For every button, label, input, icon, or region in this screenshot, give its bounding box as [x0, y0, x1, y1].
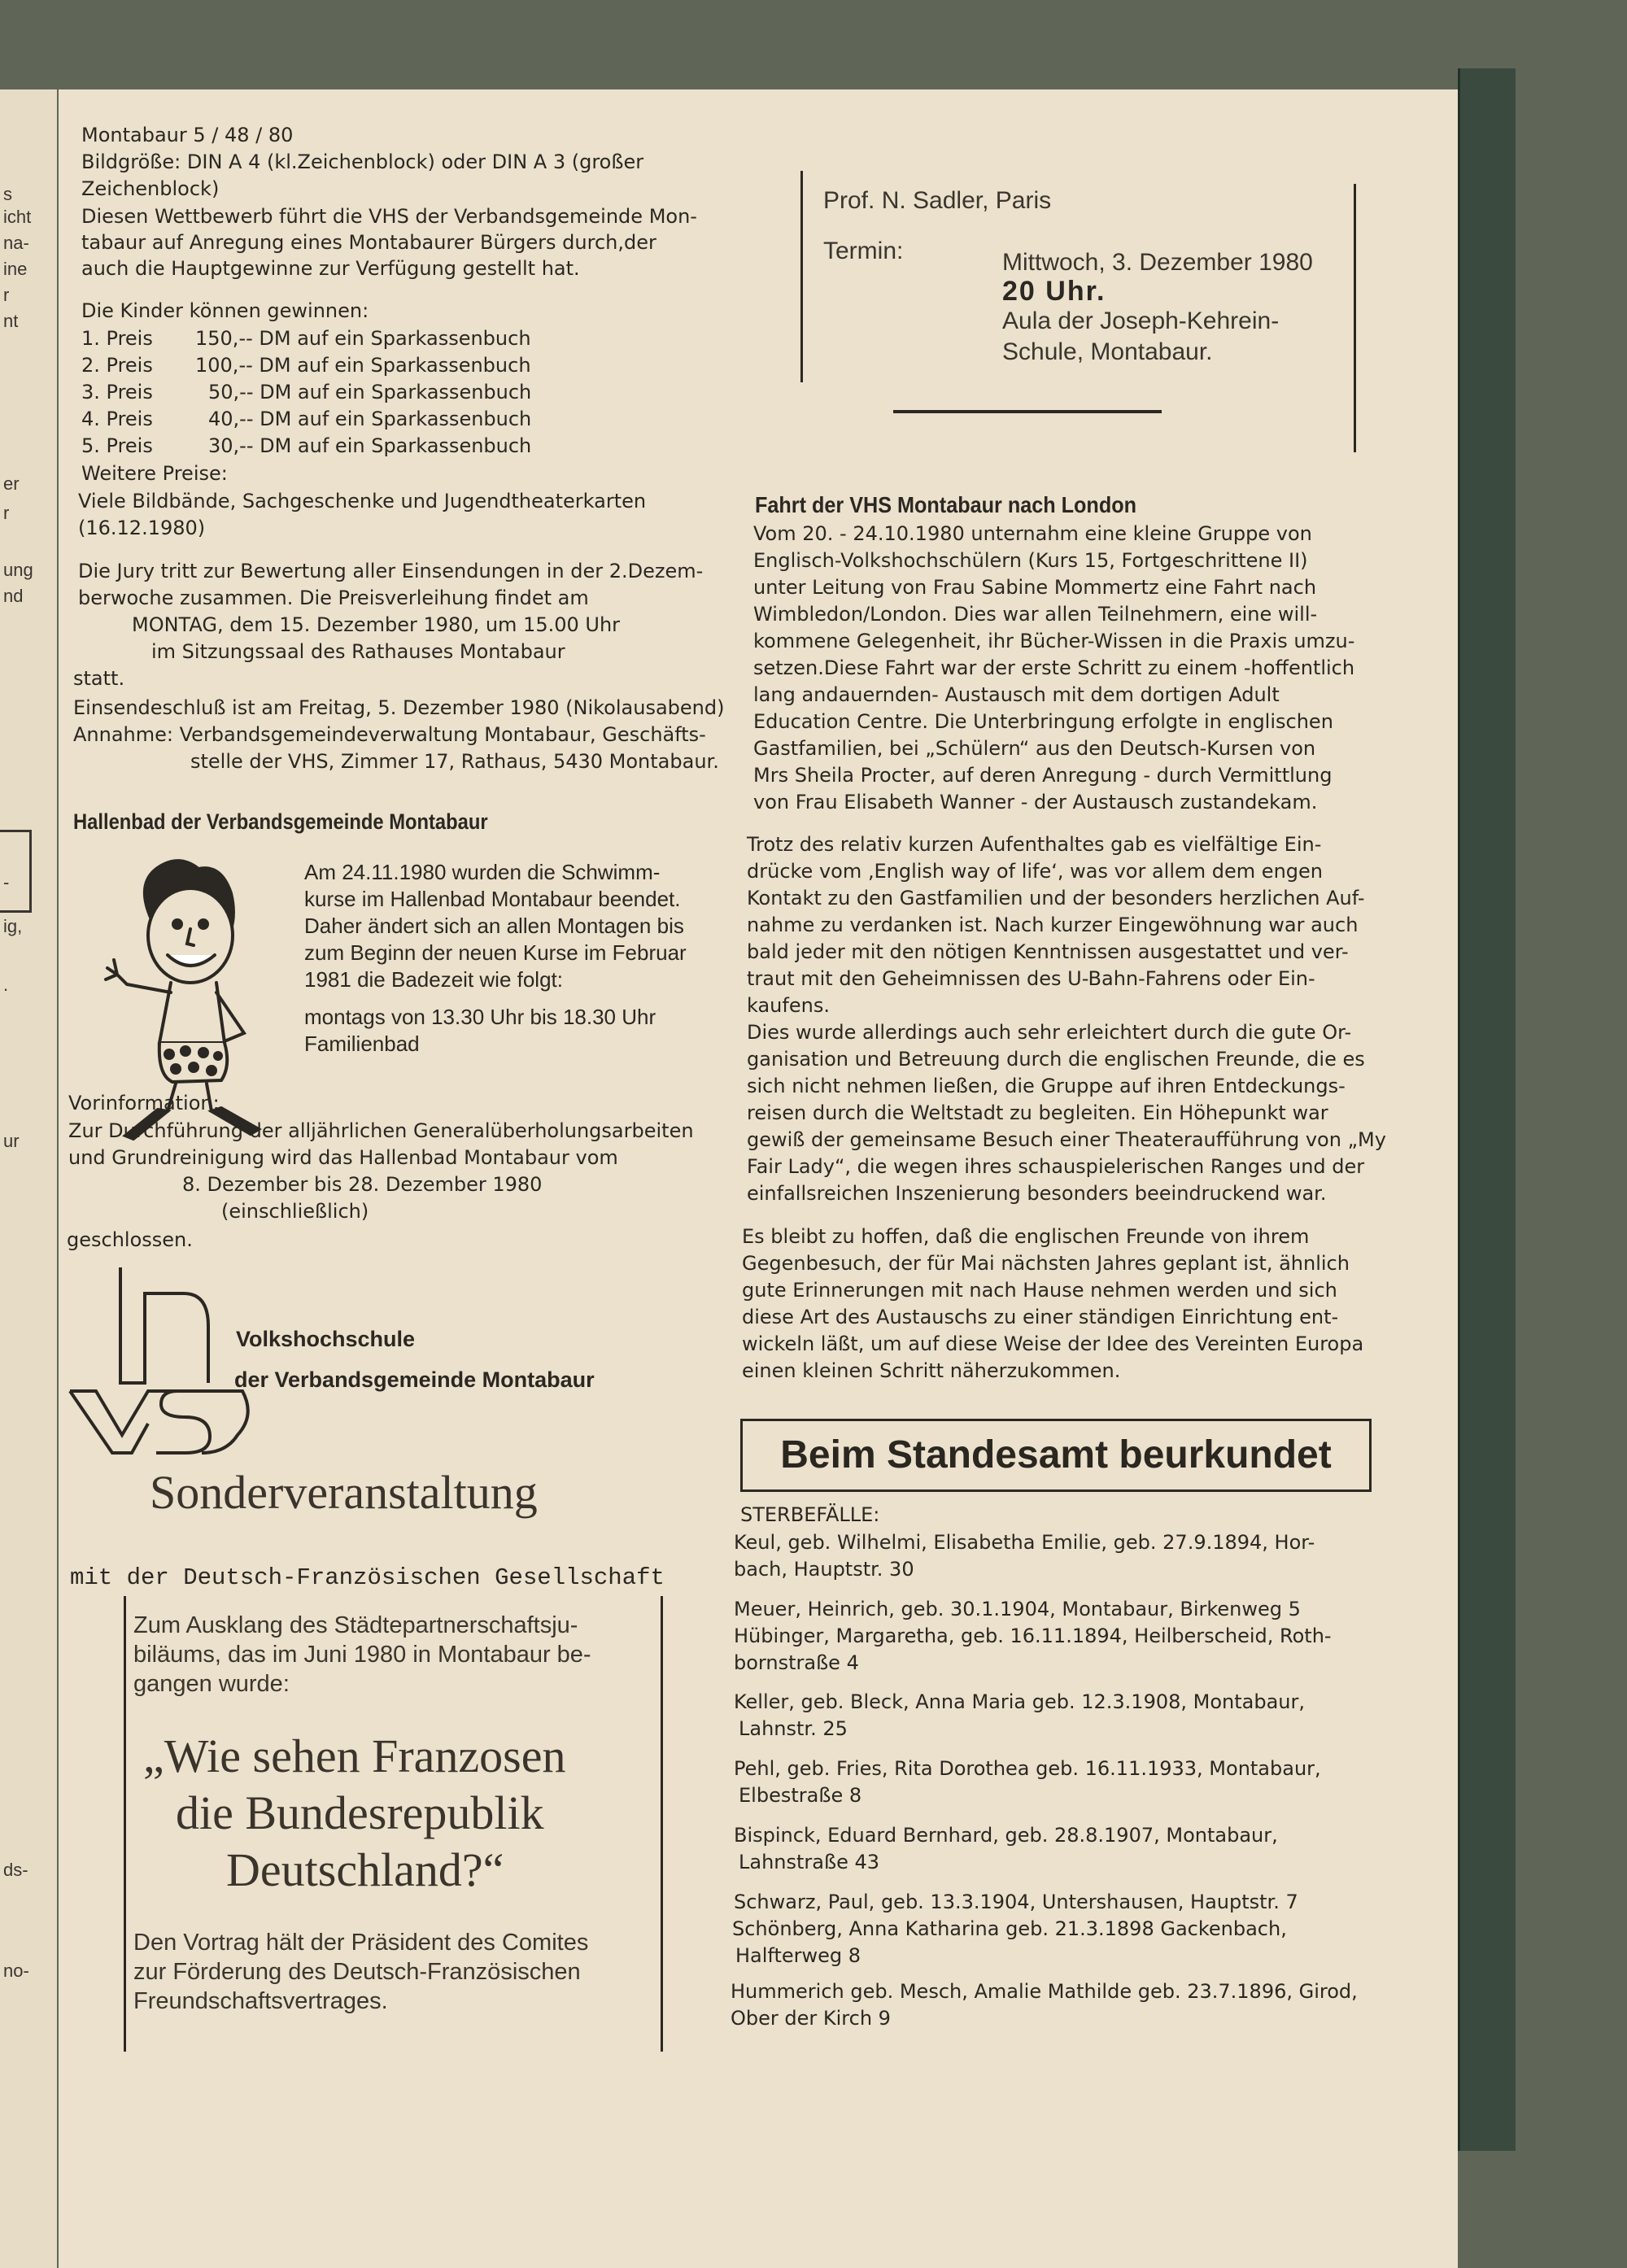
competition-line: Die Kinder können gewinnen: [81, 299, 369, 322]
pool-line: montags von 13.30 Uhr bis 18.30 Uhr [304, 1005, 656, 1029]
registry-entry: Pehl, geb. Fries, Rita Dorothea geb. 16.11.1933, Montabaur, [734, 1757, 1321, 1780]
competition-more: (16.12.1980) [78, 517, 206, 539]
london-p1-line: Englisch-Volkshochschülern (Kurs 15, Fortgeschrittene II) [753, 549, 1308, 572]
london-p2-line: bald jeder mit den nötigen Kenntnissen ausgestattet und ver- [747, 940, 1349, 963]
competition-line: Diesen Wettbewerb führt die VHS der Verbandsgemeinde Mon- [81, 205, 697, 228]
competition-more: im Sitzungssaal des Rathauses Montabaur [151, 640, 565, 663]
margin-fragment: r [3, 285, 10, 305]
pool-prelim: geschlossen. [67, 1228, 193, 1251]
pool-line: Am 24.11.1980 wurden die Schwimm- [304, 860, 661, 884]
competition-line: Zeichenblock) [81, 177, 220, 200]
special-event-question: Deutschland?“ [226, 1843, 504, 1896]
london-p1-line: Wimbledon/London. Dies war allen Teilnehmern, eine will- [753, 603, 1318, 626]
registry-entry: Lahnstr. 25 [739, 1717, 848, 1740]
event-date: Mittwoch, 3. Dezember 1980 [1002, 249, 1313, 276]
prize-rank: 2. Preis [81, 354, 153, 377]
registry-entry: Ober der Kirch 9 [731, 2007, 891, 2030]
london-trip-title: Fahrt der VHS Montabaur nach London [755, 492, 1137, 517]
registry-title: Beim Standesamt beurkundet [740, 1419, 1372, 1492]
event-venue: Schule, Montabaur. [1002, 338, 1213, 365]
registry-entry: Keul, geb. Wilhelmi, Elisabetha Emilie, geb. 27.9.1894, Hor- [734, 1531, 1315, 1554]
margin-fragment: ung [3, 560, 33, 580]
registry-entry: Meuer, Heinrich, geb. 30.1.1904, Montabaur, Birkenweg 5 [734, 1598, 1301, 1620]
prize-text: 30,-- DM auf ein Sparkassenbuch [208, 434, 532, 457]
special-event-intro: gangen wurde: [133, 1671, 290, 1697]
london-p1-line: setzen.Diese Fahrt war der erste Schritt zu einem -hoffentlich [753, 656, 1355, 679]
london-p1-line: lang andauernden- Austausch mit dem dortigen Adult [753, 683, 1280, 706]
prize-text: 100,-- DM auf ein Sparkassenbuch [195, 354, 531, 377]
london-p1-line: Mrs Sheila Procter, auf deren Anregung - durch Vermittlung [753, 764, 1333, 787]
margin-fragment: na- [3, 233, 29, 253]
london-p3-line: Es bleibt zu hoffen, daß die englischen Freunde von ihrem [742, 1225, 1310, 1248]
vhs-logo-line2: der Verbandsgemeinde Montabaur [234, 1367, 595, 1392]
competition-line: Bildgröße: DIN A 4 (kl.Zeichenblock) oder DIN A 3 (großer [81, 150, 644, 173]
margin-fragment: ig, [3, 916, 23, 936]
london-p2-line: traut mit den Geheimnissen des U-Bahn-Fahrens oder Ein- [747, 967, 1315, 990]
prize-rank: 3. Preis [81, 381, 153, 403]
previous-page-edge [0, 89, 57, 2268]
special-event-heading: Sonderveranstaltung [150, 1466, 538, 1519]
registry-entry: Elbestraße 8 [739, 1784, 862, 1807]
competition-more: Einsendeschluß ist am Freitag, 5. Dezember 1980 (Nikolausabend) [73, 696, 725, 719]
special-event-question: die Bundesrepublik [176, 1786, 544, 1839]
london-p2-line: einfallsreichen Inszenierung besonders beeindruckend war. [747, 1182, 1327, 1205]
margin-fragment: . [3, 975, 9, 995]
london-p2-line: Dies wurde allerdings auch sehr erleichtert durch die gute Or- [747, 1021, 1352, 1044]
prize-rank: 5. Preis [81, 434, 153, 457]
prize-rank: 1. Preis [81, 327, 153, 350]
pool-prelim: Zur Durchführung der alljährlichen Generalüberholungsarbeiten [68, 1119, 694, 1142]
pool-line: Familienbad [304, 1032, 420, 1056]
competition-more: Weitere Preise: [81, 462, 228, 485]
london-p2-line: ganisation und Betreuung durch die englischen Freunde, die es [747, 1048, 1365, 1071]
previous-page-box [0, 830, 32, 913]
event-details-right-rule [1354, 184, 1356, 452]
prize-rank: 4. Preis [81, 408, 153, 430]
pool-prelim: 8. Dezember bis 28. Dezember 1980 [182, 1173, 543, 1196]
registry-entry: bornstraße 4 [734, 1651, 859, 1674]
registry-entry: Bispinck, Eduard Bernhard, geb. 28.8.1907, Montabaur, [734, 1824, 1278, 1847]
special-event-intro: biläums, das im Juni 1980 in Montabaur be- [133, 1642, 591, 1668]
margin-fragment: nt [3, 311, 19, 331]
pool-line: 1981 die Badezeit wie folgt: [304, 967, 563, 992]
pool-line: kurse im Hallenbad Montabaur beendet. [304, 887, 681, 911]
vhs-logo-line1: Volkshochschule [236, 1327, 416, 1351]
special-event-question: „Wie sehen Franzosen [143, 1729, 566, 1782]
event-separator [893, 410, 1162, 413]
london-p2-line: Kontakt zu den Gastfamilien und der besonders herzlichen Auf- [747, 887, 1365, 909]
pool-prelim: (einschließlich) [221, 1200, 369, 1223]
pool-line: Daher ändert sich an allen Montagen bis [304, 914, 684, 938]
competition-line: auch die Hauptgewinne zur Verfügung gestellt hat. [81, 257, 580, 280]
newspaper-page [59, 89, 1458, 2268]
london-p2-line: reisen durch die Weltstadt zu begleiten. Ein Höhepunkt war [747, 1101, 1328, 1124]
london-p1-line: Gastfamilien, bei „Schülern“ aus den Deutsch-Kursen von [753, 737, 1316, 760]
registry-entry: bach, Hauptstr. 30 [734, 1558, 914, 1581]
margin-fragment: - [3, 872, 10, 892]
london-p1-line: unter Leitung von Frau Sabine Mommertz eine Fahrt nach [753, 576, 1317, 599]
london-p3-line: Gegenbesuch, der für Mai nächsten Jahres geplant ist, ähnlich [742, 1252, 1350, 1275]
prize-text: 40,-- DM auf ein Sparkassenbuch [208, 408, 532, 430]
competition-line: tabaur auf Anregung eines Montabaurer Bürgers durch,der [81, 231, 656, 254]
london-p2-line: gewiß der gemeinsame Besuch einer Theateraufführung von „My [747, 1128, 1386, 1151]
pool-line: zum Beginn der neuen Kurse im Februar [304, 940, 687, 965]
london-p3-line: einen kleinen Schritt näherzukommen. [742, 1359, 1121, 1382]
london-p3-line: gute Erinnerungen mit nach Hause nehmen werden und sich [742, 1279, 1337, 1302]
competition-ref: Montabaur 5 / 48 / 80 [81, 124, 294, 146]
london-p1-line: Vom 20. - 24.10.1980 unternahm eine kleine Gruppe von [753, 522, 1312, 545]
registry-entry: Keller, geb. Bleck, Anna Maria geb. 12.3.1908, Montabaur, [734, 1690, 1305, 1713]
london-p2-line: sich nicht nehmen ließen, die Gruppe auf ihren Entdeckungs- [747, 1075, 1346, 1097]
competition-more: Viele Bildbände, Sachgeschenke und Jugendtheaterkarten [78, 490, 647, 512]
competition-more: berwoche zusammen. Die Preisverleihung findet am [78, 587, 589, 609]
margin-fragment: er [3, 473, 20, 494]
margin-fragment: nd [3, 586, 24, 606]
pool-title: Hallenbad der Verbandsgemeinde Montabaur [73, 809, 488, 834]
special-event-outro: Freundschaftsvertrages. [133, 1988, 388, 2014]
event-details-left-rule [800, 171, 803, 382]
registry-entry: Hummerich geb. Mesch, Amalie Mathilde geb. 23.7.1896, Girod, [731, 1980, 1358, 2003]
vhs-logo [63, 1261, 251, 1456]
london-p2-line: kaufens. [747, 994, 830, 1017]
special-event-right-rule [661, 1596, 663, 2052]
margin-fragment: icht [3, 207, 32, 227]
competition-more: stelle der VHS, Zimmer 17, Rathaus, 5430 Montabaur. [190, 750, 719, 773]
margin-fragment: ds- [3, 1860, 28, 1880]
margin-fragment: ur [3, 1131, 20, 1151]
london-p1-line: kommene Gelegenheit, ihr Bücher-Wissen in die Praxis umzu- [753, 630, 1355, 652]
event-venue: Aula der Joseph-Kehrein- [1002, 307, 1280, 334]
event-termin-label: Termin: [823, 238, 904, 264]
competition-more: Die Jury tritt zur Bewertung aller Einsendungen in der 2.Dezem- [78, 560, 704, 582]
london-p2-line: Fair Lady“, die wegen ihres schauspielerischen Ranges und der [747, 1155, 1365, 1178]
prize-text: 50,-- DM auf ein Sparkassenbuch [208, 381, 532, 403]
london-p1-line: von Frau Elisabeth Wanner - der Austausch zustandekam. [753, 791, 1318, 813]
event-speaker: Prof. N. Sadler, Paris [823, 187, 1052, 214]
special-event-outro: Den Vortrag hält der Präsident des Comites [133, 1930, 589, 1956]
special-event-outro: zur Förderung des Deutsch-Französischen [133, 1959, 581, 1985]
london-p1-line: Education Centre. Die Unterbringung erfolgte in englischen [753, 710, 1333, 733]
registry-entry: Hübinger, Margaretha, geb. 16.11.1894, Heilberscheid, Roth- [734, 1625, 1332, 1647]
special-event-left-rule [124, 1596, 126, 2052]
registry-entry: Schönberg, Anna Katharina geb. 21.3.1898 Gackenbach, [732, 1917, 1287, 1940]
special-event-sub: mit der Deutsch-Französischen Gesellschaft [70, 1564, 665, 1591]
book-binding [1458, 68, 1516, 2151]
london-p3-line: wickeln läßt, um auf diese Weise der Idee des Vereinten Europa [742, 1332, 1364, 1355]
competition-more: statt. [73, 667, 125, 690]
registry-label: STERBEFÄLLE: [740, 1503, 880, 1526]
prize-text: 150,-- DM auf ein Sparkassenbuch [195, 327, 531, 350]
pool-prelim: und Grundreinigung wird das Hallenbad Montabaur vom [68, 1146, 618, 1169]
margin-fragment: no- [3, 1961, 29, 1981]
special-event-intro: Zum Ausklang des Städtepartnerschaftsju- [133, 1612, 578, 1638]
event-time: 20 Uhr. [1002, 276, 1106, 307]
london-p2-line: drücke vom ‚English way of life‘, was vor allem dem engen [747, 860, 1323, 883]
registry-entry: Schwarz, Paul, geb. 13.3.1904, Untershausen, Hauptstr. 7 [734, 1891, 1298, 1913]
registry-entry: Halfterweg 8 [735, 1944, 861, 1967]
london-p2-line: nahme zu verdanken ist. Nach kurzer Eingewöhnung war auch [747, 914, 1359, 936]
margin-fragment: r [3, 503, 10, 523]
london-p2-line: Trotz des relativ kurzen Aufenthaltes gab es vielfältige Ein- [747, 833, 1322, 856]
competition-more: MONTAG, dem 15. Dezember 1980, um 15.00 Uhr [132, 613, 621, 636]
competition-more: Annahme: Verbandsgemeindeverwaltung Montabaur, Geschäfts- [73, 723, 706, 746]
pool-prelim: Vorinformation: [68, 1092, 220, 1114]
margin-fragment: s [3, 184, 12, 204]
margin-fragment: ine [3, 259, 28, 279]
registry-entry: Lahnstraße 43 [739, 1851, 880, 1873]
london-p3-line: diese Art des Austauschs zu einer ständigen Einrichtung ent- [742, 1306, 1339, 1328]
